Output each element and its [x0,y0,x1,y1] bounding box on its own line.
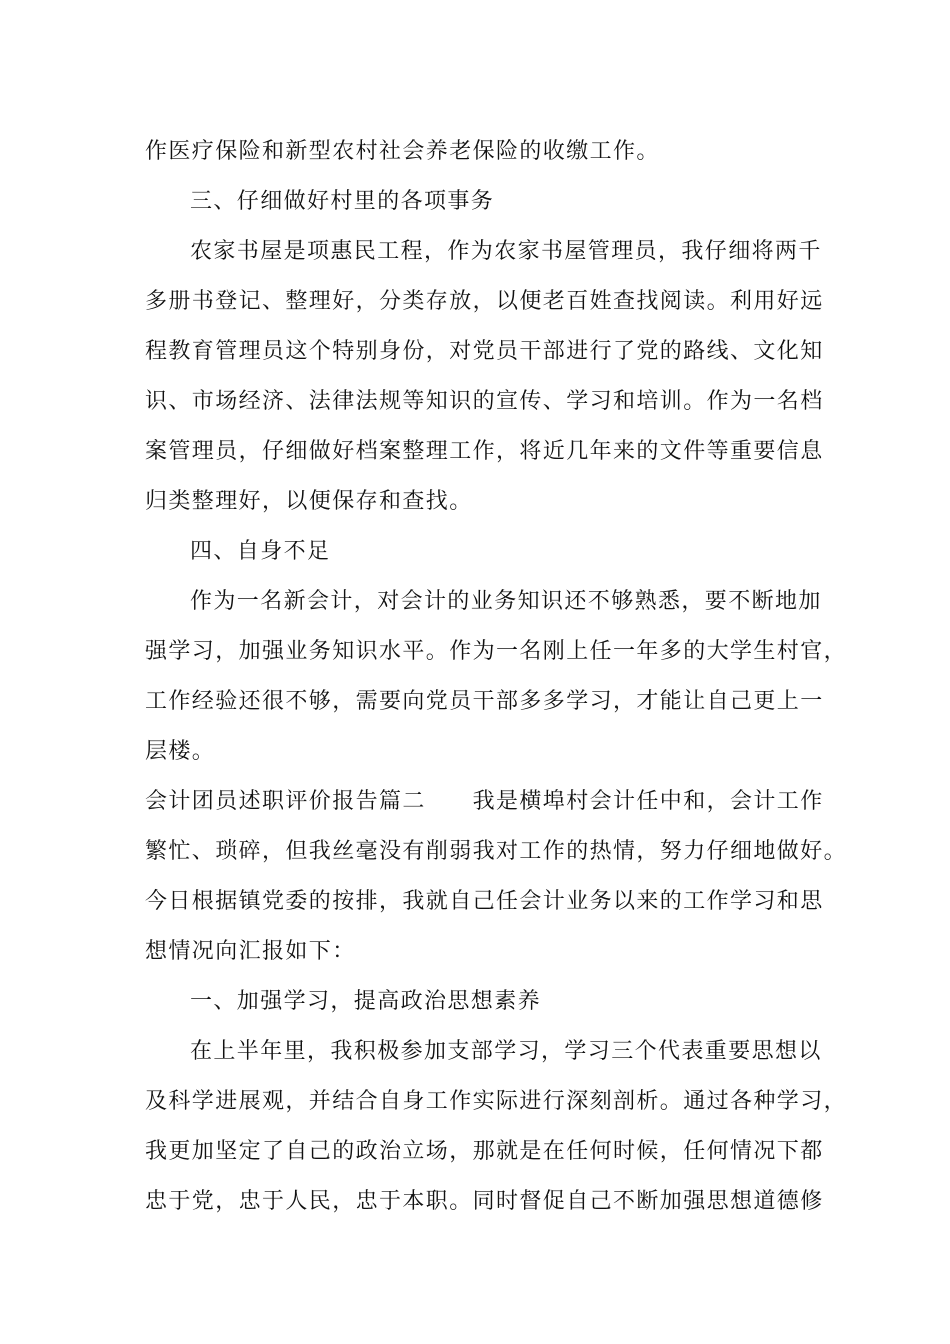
text-line: 识、市场经济、法律法规等知识的宣传、学习和培训。作为一名档 [145,389,824,414]
text-line: 作医疗保险和新型农村社会养老保险的收缴工作。 [145,139,660,164]
section-heading: 三、仔细做好村里的各项事务 [190,189,495,214]
text-line: 案管理员，仔细做好档案整理工作，将近几年来的文件等重要信息 [145,439,824,464]
text-line: 强学习，加强业务知识水平。作为一名刚上任一年多的大学生村官， [145,639,848,664]
text-line: 归类整理好，以便保存和查找。 [145,489,473,514]
text-line: 程教育管理员这个特别身份，对党员干部进行了党的路线、文化知 [145,339,824,364]
text-line: 工作经验还很不够，需要向党员干部多多学习，才能让自己更上一 [145,689,824,714]
text-line: 会计团员述职评价报告篇二 我是横埠村会计任中和，会计工作 [145,789,824,814]
text-line: 及科学进展观，并结合自身工作实际进行深刻剖析。通过各种学习， [145,1089,848,1114]
section-heading: 一、加强学习，提高政治思想素养 [190,989,542,1014]
text-line: 今日根据镇党委的按排，我就自己任会计业务以来的工作学习和思 [145,889,824,914]
text-line: 农家书屋是项惠民工程，作为农家书屋管理员，我仔细将两千 [190,239,822,264]
text-line: 我更加坚定了自己的政治立场，那就是在任何时候，任何情况下都 [145,1139,824,1164]
text-line: 想情况向汇报如下： [145,939,356,964]
text-line: 多册书登记、整理好，分类存放，以便老百姓查找阅读。利用好远 [145,289,824,314]
section-heading: 四、自身不足 [190,539,331,564]
text-line: 忠于党，忠于人民，忠于本职。同时督促自己不断加强思想道德修 [145,1189,824,1214]
text-line: 层楼。 [145,739,216,764]
text-line: 作为一名新会计，对会计的业务知识还不够熟悉，要不断地加 [190,589,822,614]
text-line: 繁忙、琐碎，但我丝毫没有削弱我对工作的热情，努力仔细地做好。 [145,839,848,864]
text-line: 在上半年里，我积极参加支部学习，学习三个代表重要思想以 [190,1039,822,1064]
